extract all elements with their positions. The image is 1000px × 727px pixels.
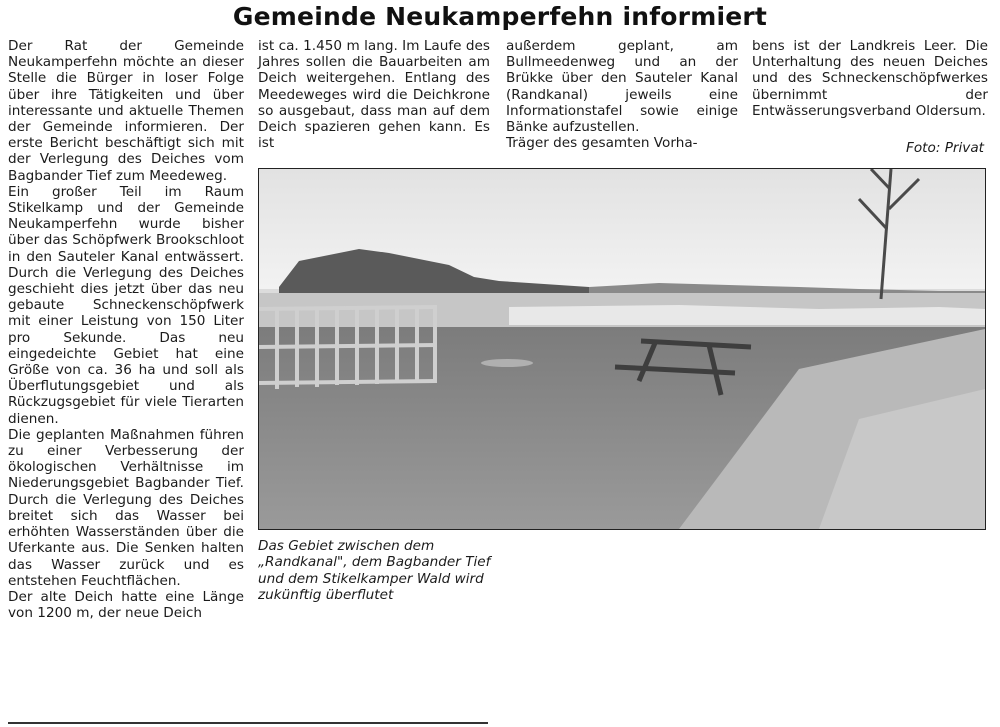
paragraph: Die geplanten Maßnahmen führen zu einer Verbesserung der ökologischen Verhältnisse im Niederungsgebiet Bagbander Tief. Durch die Verlegung des Deiches breitet sich das Wasser bei erhöhten Wasserständen über die Uferkante aus. Die Senken halten das Wasser zurück und es entstehen Feuchtflächen. [8, 426, 244, 589]
paragraph: Der alte Deich hatte eine Länge von 1200 m, der neue Deich [8, 588, 244, 622]
paragraph: Ein großer Teil im Raum Stikelkamp und der Gemeinde Neukamperfehn wurde bisher über das Schöpfwerk Brookschloot in den Sauteler Kanal entwässert. Durch die Verlegung des Deiches geschieht dies jetzt über das neu gebaute Schneckenschöpfwerk mit einer Leistung von 150 Liter pro Sekunde. Das neu eingedeichte Gebiet hat eine Größe von ca. 36 ha und soll als Überflutungsgebiet und als Rückzugsgebiet für viele Tierarten dienen. [8, 183, 244, 427]
divider [8, 722, 488, 724]
landscape-photo [258, 168, 986, 530]
text-column-4 [752, 38, 988, 119]
photo-credit: Foto: Privat [906, 140, 984, 156]
photo-caption: Das Gebiet zwischen dem „Randkanal", dem Bagbander Tief und dem Stikelkamper Wald wird zukünftig überflutet [258, 538, 491, 604]
text-column-2 [258, 38, 490, 151]
text-column-1 [8, 38, 244, 621]
paragraph: Der Rat der Gemeinde Neukamperfehn möchte an dieser Stelle die Bürger in loser Folge über ihre Tätigkeiten und über interessante und aktuelle Themen der Gemeinde informieren. Der erste Bericht beschäftigt sich mit der Verlegung des Deiches vom Bagbander Tief zum Meedeweg. [8, 38, 244, 184]
article-title: Gemeinde Neukamperfehn informiert [232, 2, 768, 31]
paragraph: ist ca. 1.450 m lang. Im Laufe des Jahres sollen die Bauarbeiten am Deich weitergehen. Entlang des Meedeweges wird die Deichkrone so ausgebaut, dass man auf dem Deich spazieren gehen kann. Es ist [258, 38, 490, 152]
paragraph: Träger des gesamten Vorha- [506, 135, 698, 152]
landscape-photo-drawing [259, 169, 985, 529]
text-column-3 [506, 38, 738, 151]
paragraph: bens ist der Landkreis Leer. Die Unterhaltung des neuen Deiches und des Schneckenschöpfwerkes übernimmt der Entwässerungsverband Oldersum. [752, 38, 988, 119]
paragraph: außerdem geplant, am Bullmeedenweg und an der Brükke über den Sauteler Kanal (Randkanal) jeweils eine Informationstafel sowie einige Bänke aufzustellen. [506, 38, 738, 136]
